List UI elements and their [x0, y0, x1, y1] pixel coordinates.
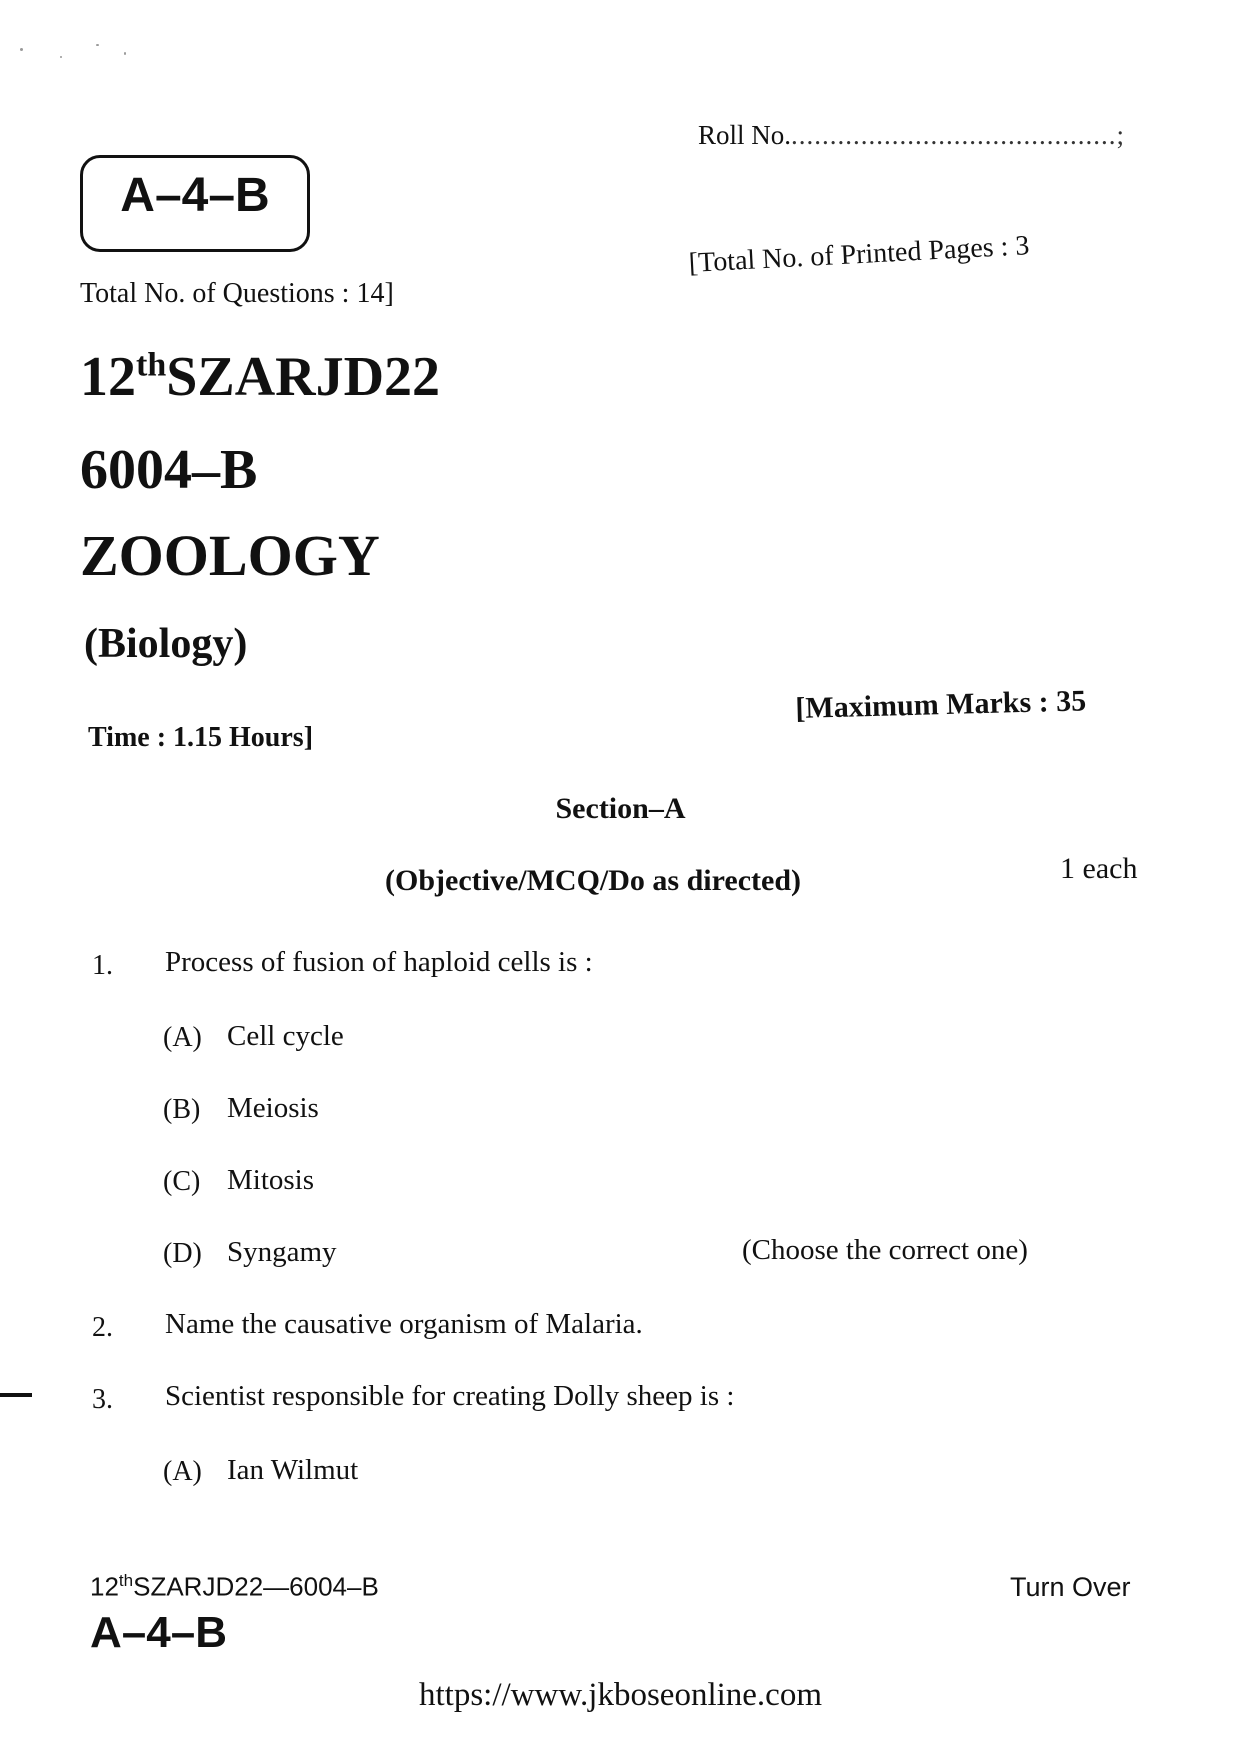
option-label: (A) [163, 1456, 202, 1487]
scan-speck [96, 44, 99, 46]
option-text: Mitosis [227, 1164, 315, 1196]
scan-speck [60, 56, 62, 58]
question-instruction: (Choose the correct one) [742, 1234, 1028, 1266]
exam-time: Time : 1.15 Hours] [88, 722, 314, 753]
option-label: (C) [163, 1166, 201, 1197]
roll-number-field [698, 120, 1125, 151]
subject-title: ZOOLOGY [80, 523, 380, 588]
total-printed-pages: [Total No. of Printed Pages : 3 [688, 230, 1031, 279]
paper-number: 6004–B [80, 439, 258, 501]
roll-number-blank: ..........................................; [791, 120, 1126, 150]
footer-exam-code: 12thSZARJD22—6004–B [90, 1571, 379, 1602]
maximum-marks: [Maximum Marks : 35 [795, 684, 1087, 725]
question-text: Name the causative organism of Malaria. [165, 1308, 643, 1340]
turn-over-label: Turn Over [1010, 1572, 1131, 1602]
scan-speck [124, 52, 126, 55]
paper-code-box-text: A–4–B [120, 169, 270, 222]
section-subtitle: (Objective/MCQ/Do as directed) [385, 864, 802, 897]
question-number: 2. [92, 1312, 113, 1343]
source-url: https://www.jkboseonline.com [419, 1677, 822, 1713]
scan-speck [20, 48, 23, 51]
option-label: (B) [163, 1094, 201, 1125]
section-title: Section–A [555, 792, 686, 825]
option-label: (A) [163, 1022, 202, 1053]
question-text: Scientist responsible for creating Dolly sheep is : [165, 1380, 735, 1412]
option-label: (D) [163, 1238, 202, 1269]
option-text: Cell cycle [227, 1020, 344, 1052]
question-number: 3. [92, 1384, 113, 1415]
margin-mark [0, 1393, 32, 1397]
marks-per-question: 1 each [1060, 852, 1138, 885]
question-text: Process of fusion of haploid cells is : [165, 946, 593, 978]
total-questions: Total No. of Questions : 14] [80, 278, 394, 309]
option-text: Syngamy [227, 1236, 337, 1268]
roll-number-label: Roll No. [698, 120, 792, 150]
exam-code: 12thSZARJD22 [80, 346, 441, 408]
option-text: Meiosis [227, 1092, 319, 1124]
option-text: Ian Wilmut [227, 1454, 359, 1486]
question-number: 1. [92, 950, 113, 981]
footer-paper-code: A–4–B [90, 1608, 227, 1657]
sub-subject-title: (Biology) [84, 621, 248, 667]
